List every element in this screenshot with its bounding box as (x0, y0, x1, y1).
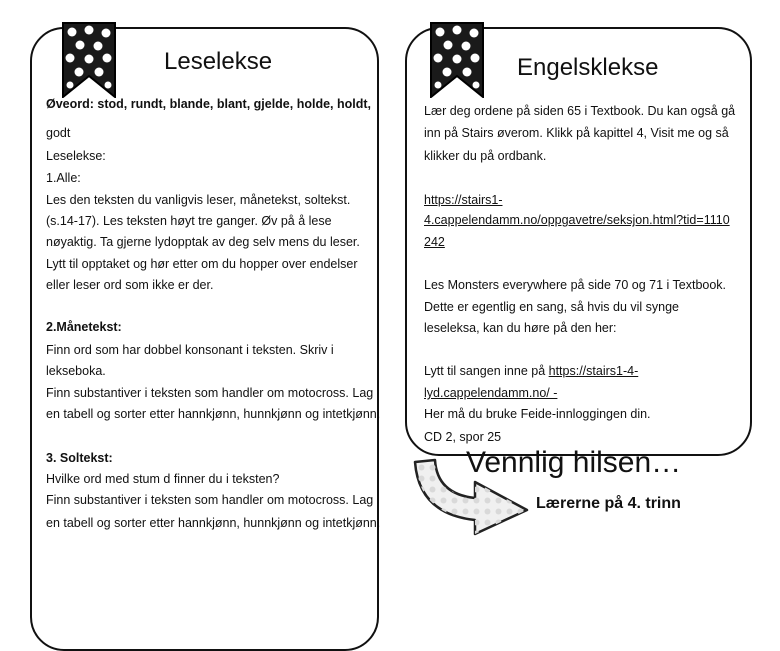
text-line: Her må du bruke Feide-innloggingen din. (424, 407, 651, 421)
text-line: Dette er egentlig en sang, så hvis du vil synge (424, 300, 680, 314)
text-line: Les den teksten du vanligvis leser, månetekst, soltekst. (46, 193, 351, 207)
greeting: Vennlig hilsen… (466, 446, 682, 479)
stairs-link[interactable]: 242 (424, 235, 445, 249)
sun-text-heading: 3. Soltekst: (46, 451, 113, 465)
practice-words: Øveord: stod, rundt, blande, blant, gjelde, holde, holdt, (46, 97, 371, 111)
song-line (424, 364, 638, 378)
stairs-link[interactable]: 4.cappelendamm.no/oppgavetre/seksjon.html?tid=1110 (424, 213, 730, 227)
song-line-text: Lytt til sangen inne på (424, 364, 549, 378)
text-line: leseleksa, kan du høre på den her: (424, 321, 617, 335)
leselekse-title: Leselekse (164, 48, 273, 75)
reading-homework-heading: Leselekse: (46, 149, 106, 163)
text-line: eller leser ord som ikke er der. (46, 278, 214, 292)
signature: Lærerne på 4. trinn (536, 495, 681, 512)
cd-track: CD 2, spor 25 (424, 430, 502, 444)
text-line: (s.14-17). Les teksten høyt tre ganger. Øv på å lese (46, 214, 332, 228)
text-line: inn på Stairs øverom. Klikk på kapittel 4, Visit me og så (424, 126, 729, 140)
practice-words-cont: godt (46, 126, 71, 140)
text-line: Lytt til opptaket og hør etter om du hopper over endelser (46, 257, 358, 271)
song-link[interactable]: lyd.cappelendamm.no/ - (424, 386, 558, 400)
stairs-link[interactable]: https://stairs1- (424, 193, 503, 207)
text-line: lekseboka. (46, 364, 106, 378)
text-line: en tabell og sorter etter hannkjønn, hunnkjønn og intetkjønn. (46, 407, 381, 421)
text-line: en tabell og sorter etter hannkjønn, hunnkjønn og intetkjønn. (46, 516, 381, 530)
polka-dot-ribbon-icon (430, 22, 484, 98)
engelsklekse-title: Engelsklekse (517, 54, 659, 81)
text-line: Les Monsters everywhere på side 70 og 71 i Textbook. (424, 278, 727, 292)
text-line: nøyaktig. Ta gjerne lydopptak av deg selv mens du leser. (46, 235, 360, 249)
text-line: Finn substantiver i teksten som handler om motocross. Lag (46, 386, 374, 400)
text-line: klikker du på ordbank. (424, 149, 547, 163)
polka-dot-ribbon-icon (62, 22, 116, 98)
text-line: Hvilke ord med stum d finner du i teksten? (46, 472, 280, 486)
text-line: Finn ord som har dobbel konsonant i teksten. Skriv i (46, 343, 334, 357)
all-heading: 1.Alle: (46, 171, 81, 185)
text-line: Finn substantiver i teksten som handler om motocross. Lag (46, 493, 374, 507)
leselekse-panel (30, 27, 379, 651)
moon-text-heading: 2.Månetekst: (46, 320, 122, 334)
song-link[interactable]: https://stairs1-4- (548, 364, 639, 378)
text-line: Lær deg ordene på siden 65 i Textbook. Du kan også gå (424, 104, 736, 118)
